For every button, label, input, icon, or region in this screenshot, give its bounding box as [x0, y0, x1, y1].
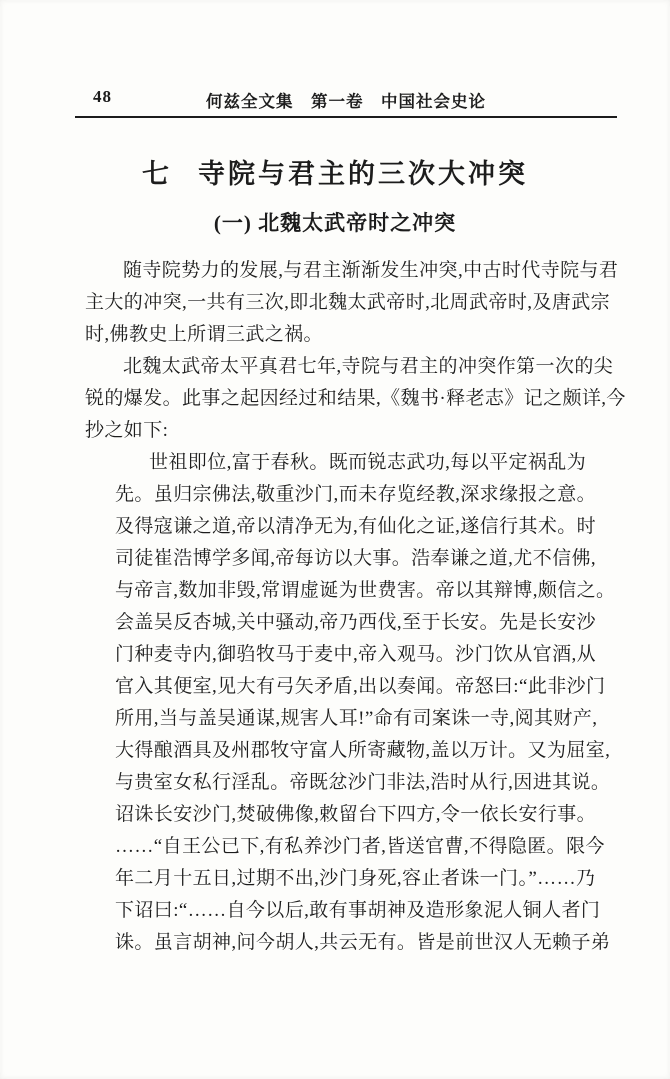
paragraph-line: 主大的冲突,一共有三次,即北魏太武帝时,北周武帝时,及唐武宗 — [85, 292, 611, 313]
quote-line: 司徒崔浩博学多闻,帝每访以大事。浩奉谦之道,尤不信佛, — [115, 548, 597, 569]
quote-line: 年二月十五日,过期不出,沙门身死,容止者诛一门。”……乃 — [115, 868, 596, 889]
quote-line: 与贵室女私行淫乱。帝既忿沙门非法,浩时从行,因进其说。 — [115, 772, 611, 793]
quote-line: 及得寇谦之道,帝以清净无为,有仙化之证,遂信行其术。时 — [115, 516, 597, 537]
page-number: 48 — [93, 87, 112, 106]
paragraph-line: 抄之如下: — [85, 420, 169, 441]
paragraph-line: 北魏太武帝太平真君七年,寺院与君主的冲突作第一次的尖 — [123, 356, 614, 377]
quote-line: 大得酿酒具及州郡牧守富人所寄藏物,盖以万计。又为屈室, — [115, 740, 611, 761]
quote-line: ……“自王公已下,有私养沙门者,皆送官曹,不得隐匿。限今 — [115, 836, 605, 857]
quote-line: 世祖即位,富于春秋。既而锐志武功,每以平定祸乱为 — [149, 452, 587, 473]
paragraph-line: 时,佛教史上所谓三武之祸。 — [85, 324, 323, 345]
quote-line: 下诏曰:“……自今以后,敢有事胡神及造形象泥人铜人者门 — [115, 900, 601, 921]
quote-line: 官入其便室,见大有弓矢矛盾,出以奏闻。帝怒曰:“此非沙门 — [115, 676, 606, 697]
quote-line: 会盖吴反杏城,关中骚动,帝乃西伐,至于长安。先是长安沙 — [115, 612, 597, 633]
quote-line: 与帝言,数加非毁,常谓虚诞为世费害。帝以其辩博,颇信之。 — [115, 580, 616, 601]
quote-line: 门种麦寺内,御驺牧马于麦中,帝入观马。沙门饮从官酒,从 — [115, 644, 597, 665]
quote-line: 先。虽归宗佛法,敬重沙门,而未存览经教,深求缘报之意。 — [115, 484, 597, 505]
paragraph-line: 锐的爆发。此事之起因经过和结果,《魏书·释老志》记之颇详,今 — [85, 388, 626, 409]
chapter-title-text: 寺院与君主的三次大冲突 — [198, 159, 528, 189]
paragraph-line: 随寺院势力的发展,与君主渐渐发生冲突,中古时代寺院与君 — [123, 260, 619, 281]
quote-line: 所用,当与盖吴通谋,规害人耳!”命有司案诛一寺,阅其财产, — [115, 708, 598, 729]
header-rule — [75, 116, 617, 118]
quote-line: 诏诛长安沙门,焚破佛像,敕留台下四方,令一依长安行事。 — [115, 804, 597, 825]
page-header — [75, 87, 617, 111]
chapter-number: 七 — [142, 159, 172, 189]
quote-line: 诛。虽言胡神,问今胡人,共云无有。皆是前世汉人无赖子弟 — [115, 932, 611, 953]
chapter-title — [0, 152, 670, 191]
body-text — [85, 255, 626, 959]
running-title: 何兹全文集 第一卷 中国社会史论 — [206, 92, 486, 111]
section-heading: (一) 北魏太武帝时之冲突 — [213, 211, 457, 235]
